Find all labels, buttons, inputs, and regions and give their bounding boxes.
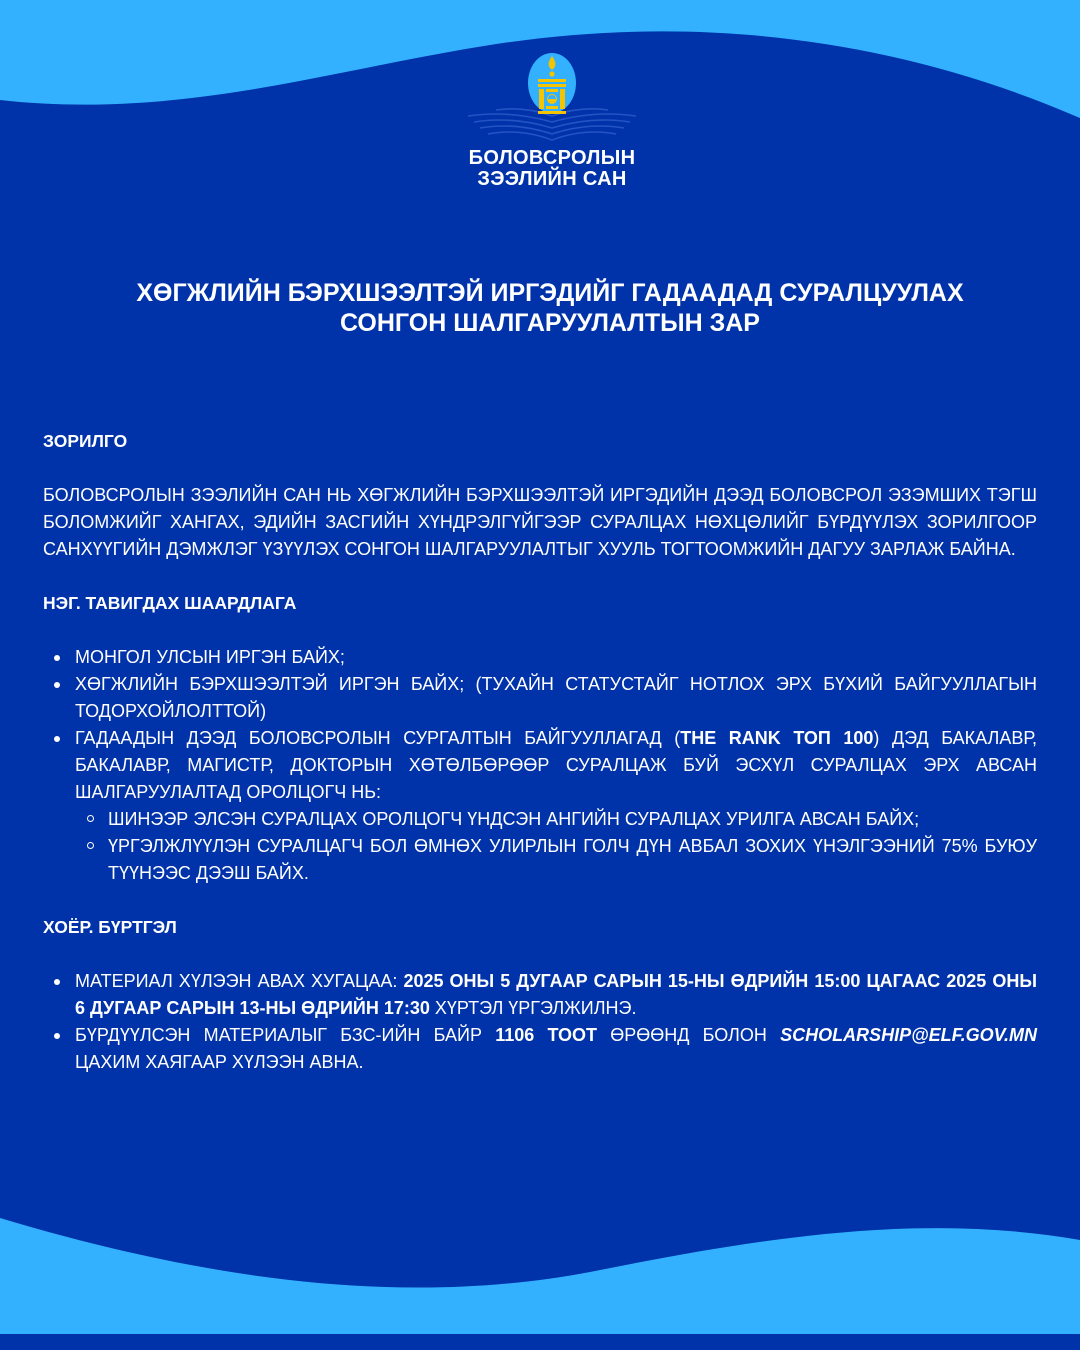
registration-period-post: ХҮРТЭЛ ҮРГЭЛЖИЛНЭ. xyxy=(429,998,637,1018)
registration-period-label: МАТЕРИАЛ ХҮЛЭЭН АВАХ ХУГАЦАА: xyxy=(75,971,404,991)
requirements-sublist xyxy=(75,806,1037,887)
sub-requirement-continuing: ҮРГЭЛЖЛҮҮЛЭН СУРАЛЦАГЧ БОЛ ӨМНӨХ УЛИРЛЫН ГОЛЧ ДҮН АВБАЛ ЗОХИХ ҮНЭЛГЭЭНИЙ 75% БУЮУ ТҮҮНЭЭС ДЭЭШ БАЙХ. xyxy=(108,836,1037,883)
submission-post: ЦАХИМ ХАЯГААР ХҮЛЭЭН АВНА. xyxy=(75,1052,364,1072)
list-item xyxy=(43,725,1037,887)
requirements-list xyxy=(43,644,1037,887)
page-title xyxy=(60,278,1040,338)
requirement-citizen: МОНГОЛ УЛСЫН ИРГЭН БАЙХ; xyxy=(75,647,345,667)
logo xyxy=(460,50,644,190)
submission-pre: БҮРДҮҮЛСЭН МАТЕРИАЛЫГ БЗС-ИЙН БАЙР xyxy=(75,1025,496,1045)
list-item xyxy=(75,806,1037,833)
soyombo-book-icon xyxy=(460,50,644,142)
requirement-study-pre: ГАДААДЫН ДЭЭД БОЛОВСРОЛЫН СУРГАЛТЫН БАЙГУУЛЛАГАД ( xyxy=(75,728,681,748)
list-item xyxy=(43,1022,1037,1076)
title-line-2: СОНГОН ШАЛГАРУУЛАЛТЫН ЗАР xyxy=(340,309,760,337)
logo-line-2: ЗЭЭЛИЙН САН xyxy=(477,168,627,190)
list-item xyxy=(43,968,1037,1022)
registration-list xyxy=(43,968,1037,1076)
list-item xyxy=(43,644,1037,671)
bottom-bar xyxy=(0,1334,1080,1350)
list-item xyxy=(75,833,1037,887)
requirement-study-post: ) ДЭД БАКАЛАВР, БАКАЛАВР, МАГИСТР, ДОКТОРЫН ХӨТӨЛБӨРӨӨР СУРАЛЦАЖ БУЙ ЭСХҮЛ СУРАЛЦАХ ЭРХ АВСАН ШАЛГАРУУЛАЛТАД ОРОЛЦОГЧ НЬ: xyxy=(75,728,1037,802)
list-item xyxy=(43,671,1037,725)
logo-line-1: БОЛОВСРОЛЫН xyxy=(468,147,636,169)
announcement-body xyxy=(43,428,1037,1076)
goal-paragraph: БОЛОВСРОЛЫН ЗЭЭЛИЙН САН НЬ ХӨГЖЛИЙН БЭРХШЭЭЛТЭЙ ИРГЭДИЙН ДЭЭД БОЛОВСРОЛ ЭЗЭМШИХ ТЭГШ БОЛОМЖИЙГ ХАНГАХ, ЭДИЙН ЗАСГИЙН ХҮНДРЭЛГҮЙГЭЭР СУРАЛЦАХ НӨХЦӨЛИЙГ БҮРДҮҮЛЭХ ЗОРИЛГООР САНХҮҮГИЙН ДЭМЖЛЭГ ҮЗҮҮЛЭХ СОНГОН ШАЛГАРУУЛАЛТЫГ ХУУЛЬ ТОГТООМЖИЙН ДАГУУ ЗАРЛАЖ БАЙНА. xyxy=(43,485,1037,559)
requirement-rank: THE RANK ТОП 100 xyxy=(680,728,874,748)
requirement-disability: ХӨГЖЛИЙН БЭРХШЭЭЛТЭЙ ИРГЭН БАЙХ; (ТУХАЙН СТАТУСТАЙГ НОТЛОХ ЭРХ БҮХИЙ БАЙГУУЛЛАГЫН ТОДОРХОЙЛОЛТТОЙ) xyxy=(75,674,1037,721)
submission-mid: ӨРӨӨНД БОЛОН xyxy=(597,1025,781,1045)
registration-period: 2025 ОНЫ 5 ДУГААР САРЫН 15-НЫ ӨДРИЙН 15:00 ЦАГААС 2025 ОНЫ 6 ДУГААР САРЫН 13-НЫ ӨДРИЙН 17:30 xyxy=(75,971,1037,1018)
room-number: 1106 ТООТ xyxy=(495,1025,597,1045)
requirements-heading: НЭГ. ТАВИГДАХ ШААРДЛАГА xyxy=(43,593,297,613)
sub-requirement-new: ШИНЭЭР ЭЛСЭН СУРАЛЦАХ ОРОЛЦОГЧ ҮНДСЭН АНГИЙН СУРАЛЦАХ УРИЛГА АВСАН БАЙХ; xyxy=(108,809,920,829)
goal-heading: ЗОРИЛГО xyxy=(43,431,128,451)
title-line-1: ХӨГЖЛИЙН БЭРХШЭЭЛТЭЙ ИРГЭДИЙГ ГАДААДАД СУРАЛЦУУЛАХ xyxy=(136,279,964,307)
registration-heading: ХОЁР. БҮРТГЭЛ xyxy=(43,917,177,937)
email-link[interactable]: SCHOLARSHIP@ELF.GOV.MN xyxy=(780,1025,1037,1045)
